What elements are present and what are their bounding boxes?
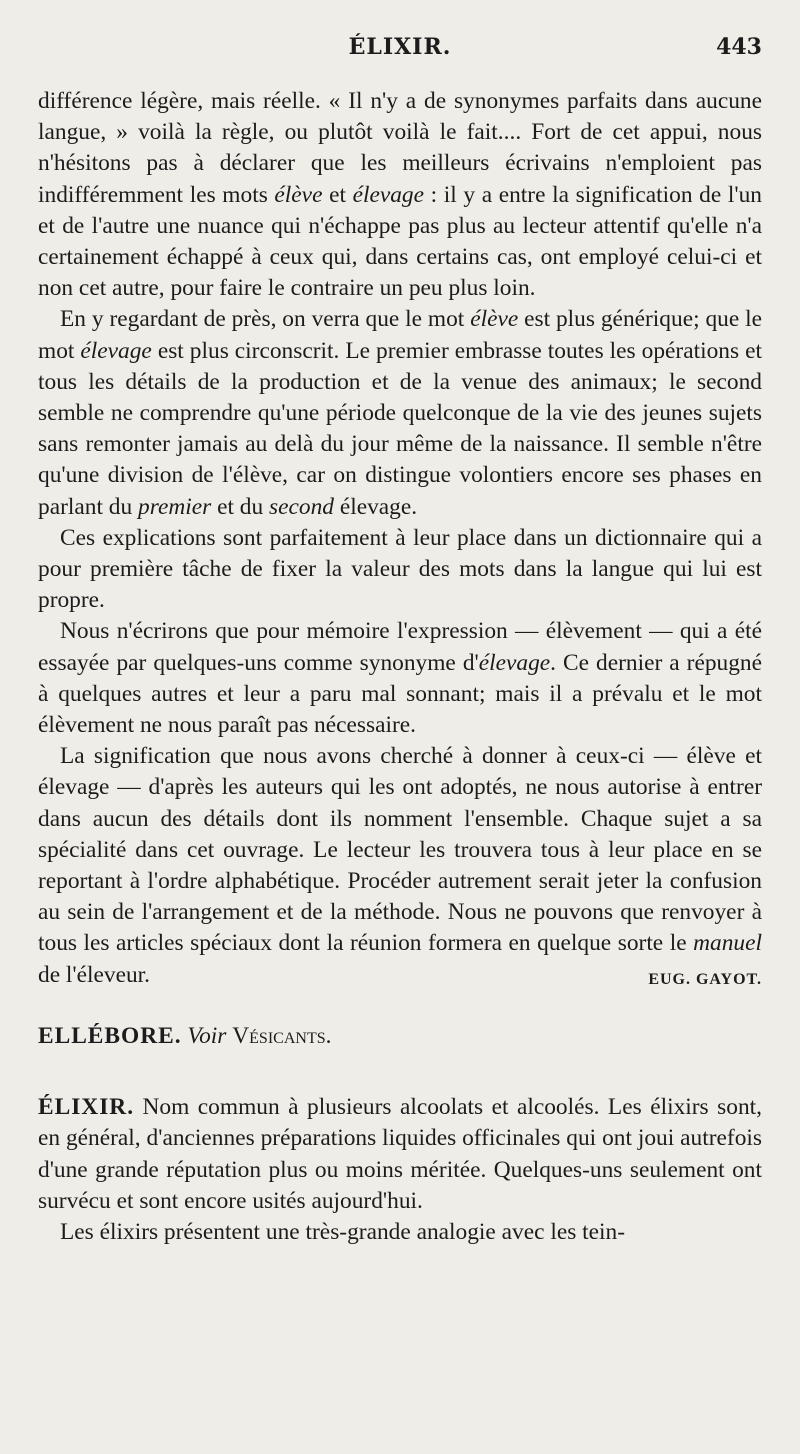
text-run: . Ce dernier a répugné à quelques autres et leur a paru mal sonnant; mais il a prévalu et le mot élèvement ne nous paraît pas nécessaire. bbox=[38, 649, 763, 739]
text-run: et du bbox=[211, 493, 270, 520]
text-run: différence légère, mais réelle. « Il n'y a de synonymes parfaits dans aucune langue, » voilà la règle, ou plutôt voilà le fait.... Fort de cet appui, nous n'hésitons pas à déclarer que les meilleurs écrivains n'emploient pas indifféremment les mots bbox=[38, 88, 762, 208]
text-run: En y regardant de près, on verra que le mot bbox=[60, 306, 471, 333]
italic-term: élève bbox=[274, 181, 323, 208]
italic-term: élevage bbox=[478, 649, 551, 676]
running-title: ÉLIXIR. bbox=[348, 34, 452, 60]
text-run: et bbox=[322, 181, 353, 208]
paragraph-elixir-2: Les élixirs présentent une très-grande analogie avec les tein- bbox=[60, 1218, 626, 1245]
italic-term: élevage bbox=[80, 337, 152, 364]
paragraph-3: Ces explications sont parfaitement à leur place dans un dictionnaire qui a pour première tâche de fixer la valeur des mots dans la langue qui lui est propre. bbox=[38, 524, 762, 614]
paragraph-2 bbox=[38, 304, 762, 522]
headword: ELLÉBORE. bbox=[38, 1022, 182, 1049]
text-run: élevage. bbox=[334, 493, 418, 520]
headword: ÉLIXIR. bbox=[38, 1094, 135, 1121]
page-body bbox=[38, 86, 762, 1248]
text-run: est plus circonscrit. Le premier embrasse toutes les opérations et tous les détails de la production et de la venue des animaux; le second semble ne comprendre qu'une période quelconque de la vie des jeunes sujets sans remonter jamais au delà du jour même de la naissance. Il semble n'être qu'une division de l'élève, car on distingue volontiers encore ses phases en parlant du bbox=[38, 337, 762, 520]
text-run: Nous n'écrirons que pour mémoire l'expression — élèvement — qui a été essayée par quelques-uns comme synonyme d' bbox=[38, 618, 762, 676]
italic-term: manuel bbox=[693, 930, 762, 957]
text-run: de l'éleveur. bbox=[38, 961, 151, 988]
cross-reference: Vésicants. bbox=[232, 1022, 332, 1049]
entry-elixir bbox=[38, 1092, 762, 1217]
text-run: La signification que nous avons cherché à donner à ceux-ci — élève et élevage — d'après les auteurs qui les ont adoptés, ne nous autorise à entrer dans aucun des détails dont ils nomment l'ensemble. Chaque sujet a sa spécialité dans cet ouvrage. Le lecteur les trouvera tous à leur place en se reportant à l'ordre alphabétique. Procéder autrement serait jeter la confusion au sein de l'arrangement et de la méthode. Nous ne pouvons que renvoyer à tous les articles spéciaux dont la réunion formera en quelque sorte le bbox=[38, 743, 762, 957]
paragraph-4 bbox=[38, 616, 762, 741]
author-signature: EUG. GAYOT. bbox=[648, 970, 762, 988]
paragraph-5 bbox=[38, 741, 762, 991]
page-number: 443 bbox=[716, 34, 762, 60]
text-run: Nom commun à plusieurs alcoolats et alcoolés. Les élixirs sont, en général, d'anciennes préparations liquides officinales qui ont joui autrefois d'une grande réputation plus ou moins méritée. Quelques-uns seulement ont survécu et sont encore usités aujourd'hui. bbox=[38, 1094, 762, 1214]
see-label: Voir bbox=[187, 1022, 227, 1049]
paragraph-1 bbox=[38, 86, 762, 304]
text-run: est plus générique; que le mot bbox=[38, 306, 762, 364]
page-header bbox=[38, 34, 762, 74]
italic-term: élève bbox=[470, 306, 519, 333]
entry-ellebore bbox=[38, 1021, 762, 1052]
italic-term: second bbox=[269, 493, 334, 520]
text-run: : il y a entre la signification de l'un et de l'autre une nuance qui n'échappe pas plus au lecteur attentif qu'elle n'a certainement échappé à ceux qui, dans certains cas, ont employé celui-ci et non cet autre, pour faire le contraire un peu plus loin. bbox=[38, 181, 762, 302]
italic-term: élevage bbox=[352, 181, 425, 208]
italic-term: premier bbox=[138, 493, 212, 520]
